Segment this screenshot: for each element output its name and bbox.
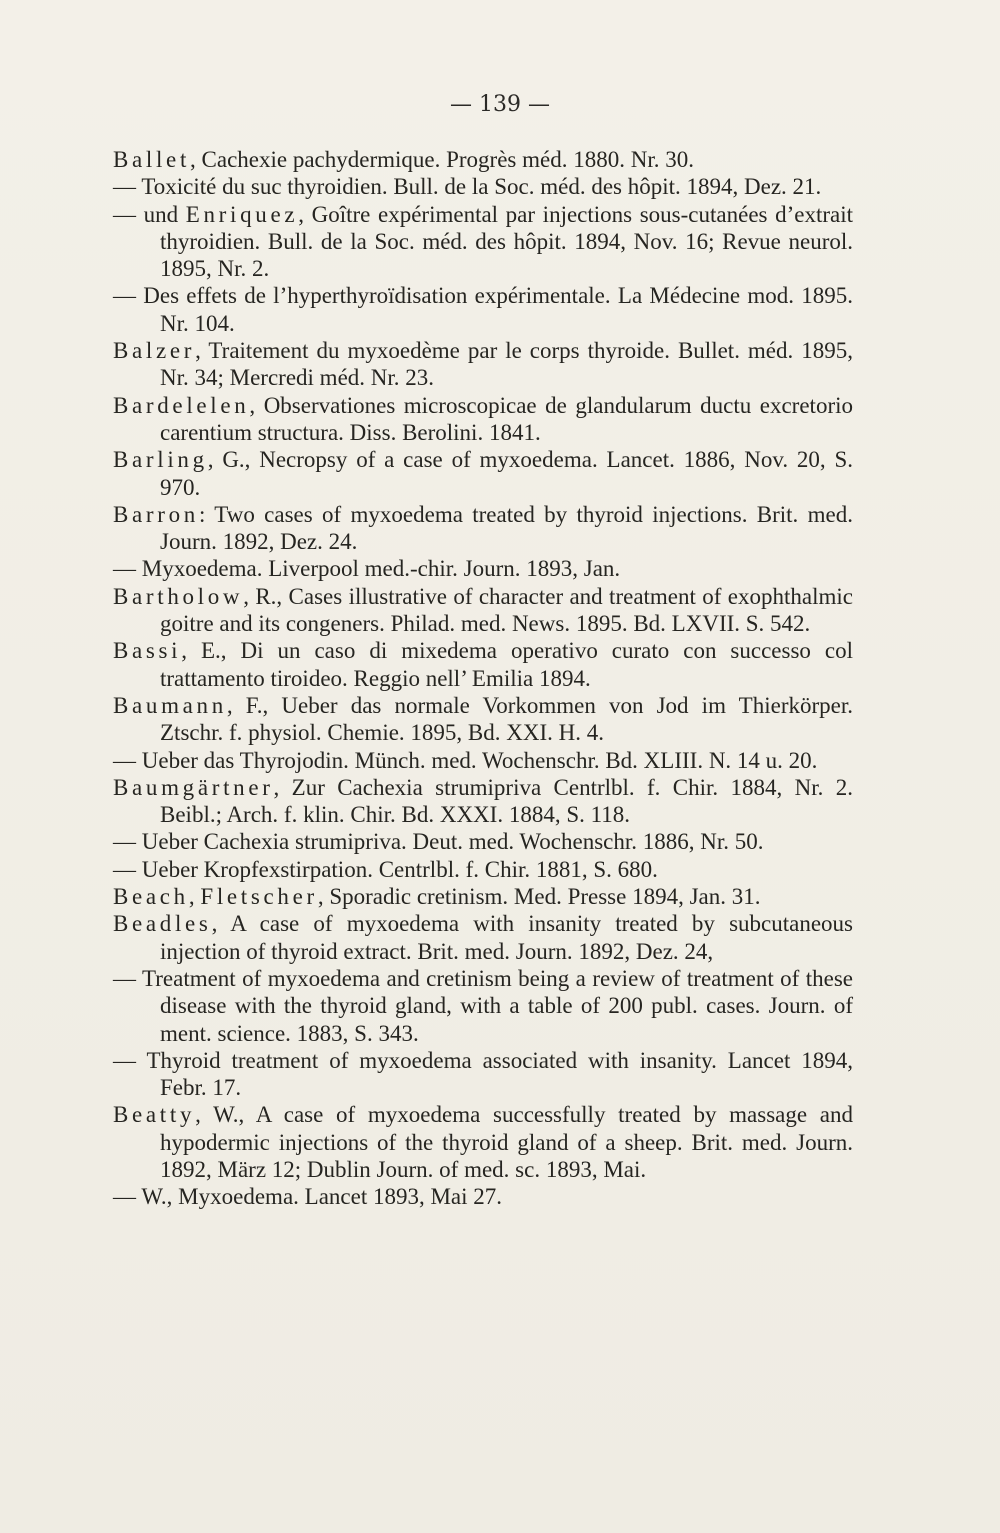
author-name: Barling [113,447,208,473]
bibliography-entry [113,555,853,582]
bibliography-entry [113,637,853,692]
author-name: Beatty [113,1102,196,1128]
entry-text: , Traitement du myxoedème par le corps thyroide. Bullet. méd. 1895, Nr. 34; Mercredi méd. Nr. 23. [160,338,853,391]
bibliography-entry [113,856,853,883]
entry-text: , F., Ueber das normale Vorkommen von Jod im Thierkörper. Ztschr. f. physiol. Chemie. 1895, Bd. XXI. H. 4. [160,692,853,746]
bibliography-entry [113,201,853,283]
bibliography-entry [113,747,853,774]
entry-text: , E., Di un caso di mixedema operativo curato con successo col trattamento tiroideo. Reggio nell’ Emilia 1894. [160,638,853,691]
author-name: Bardelelen [113,392,250,418]
entry-text: — Treatment of myxoedema and cretinism being a review of treatment of these disease with the thyroid gland, with a table of 200 publ. cases. Journ. of ment. science. 1883, S. 343. [113,965,853,1046]
entry-text: , Sporadic cretinism. Med. Presse 1894, Jan. 31. [317,884,761,910]
bibliography-entry [113,1047,853,1102]
bibliography-entry [113,774,853,829]
author-name: Beach [113,884,189,910]
entry-text: — Ueber Cachexia strumipriva. Deut. med. Wochenschr. 1886, Nr. 50. [113,829,764,855]
bibliography-entry [113,173,853,200]
bibliography-entry [113,501,853,556]
bibliography-entry: Beach, Fletscher, Sporadic cretinism. Med. Presse 1894, Jan. 31. [113,884,761,910]
author-name: Bartholow [113,583,244,609]
entry-text: , W., A case of myxoedema successfully treated by massage and hypodermic injections of the thyroid gland of a sheep. Brit. med. Journ. 1892, März 12; Dublin Journ. of med. sc. 1893, Mai. [160,1102,853,1182]
entry-text: — Myxoedema. Liverpool med.-chir. Journ. 1893, Jan. [113,556,621,582]
author-name-secondary: Fletscher [200,884,318,910]
entry-text: — Thyroid treatment of myxoedema associated with insanity. Lancet 1894, Febr. 17. [113,1047,853,1101]
entry-text: — Ueber Kropfexstirpation. Centrlbl. f. Chir. 1881, S. 680. [113,856,658,882]
author-name: Bassi [113,638,182,664]
entry-prefix: — und [113,201,186,227]
bibliography-entry [113,392,853,447]
entry-text: , R., Cases illustrative of character and treatment of exophthalmic goitre and its congeners. Philad. med. News. 1895. Bd. LXVII. S. 542. [160,583,853,637]
entry-text: — W., Myxoedema. Lancet 1893, Mai 27. [113,1184,503,1210]
entry-text: , Cachexie pachydermique. Progrès méd. 1880. Nr. 30. [190,147,694,172]
bibliography-entry [113,282,853,337]
bibliography-entry [113,965,853,1047]
entry-text: , G., Necropsy of a case of myxoedema. Lancet. 1886, Nov. 20, S. 970. [160,447,853,500]
author-name: Baumann [113,692,227,718]
entry-text: : Two cases of myxoedema treated by thyroid injections. Brit. med. Journ. 1892, Dez. 24. [160,501,853,555]
entry-text: — Des effets de l’hyperthyroïdisation expérimentale. La Médecine mod. 1895. Nr. 104. [113,283,853,336]
bibliography-entry [113,1101,853,1183]
author-name: Ballet [113,147,191,172]
bibliography-entry [113,692,853,747]
bibliography-entry [113,828,853,855]
author-name: Balzer [113,338,196,364]
entry-text: , Zur Cachexia strumipriva Centrlbl. f. Chir. 1884, Nr. 2. Beibl.; Arch. f. klin. Chir. Bd. XXXI. 1884, S. 118. [160,774,853,828]
page-number: — 139 — [450,92,550,117]
bibliography-entry [113,1183,853,1210]
bibliography-entry [113,146,853,173]
entry-text: — Toxicité du suc thyroidien. Bull. de la Soc. méd. des hôpit. 1894, Dez. 21. [113,174,822,200]
author-name: Baumgärtner [113,774,274,800]
bibliography-list [113,146,853,1211]
bibliography-entry [113,583,853,638]
entry-text: , Goître expérimental par injections sous-cutanées d’extrait thyroidien. Bull. de la Soc. méd. des hôpit. 1894, Nov. 16; Revue neurol. 1895, Nr. 2. [160,201,854,282]
bibliography-entry [113,910,853,965]
entry-text: — Ueber das Thyrojodin. Münch. med. Wochenschr. Bd. XLIII. N. 14 u. 20. [113,747,818,773]
author-name: Enriquez [185,201,299,227]
bibliography-entry [113,446,853,501]
author-name: Barron [113,501,199,527]
bibliography-entry [113,337,853,392]
entry-text: , Observationes microscopicae de glandularum ductu excretorio carentium structura. Diss. Berolini. 1841. [160,392,853,445]
entry-text: , A case of myxoedema with insanity treated by subcutaneous injection of thyroid extract. Brit. med. Journ. 1892, Dez. 24, [160,911,853,964]
author-name: Beadles [113,911,212,937]
